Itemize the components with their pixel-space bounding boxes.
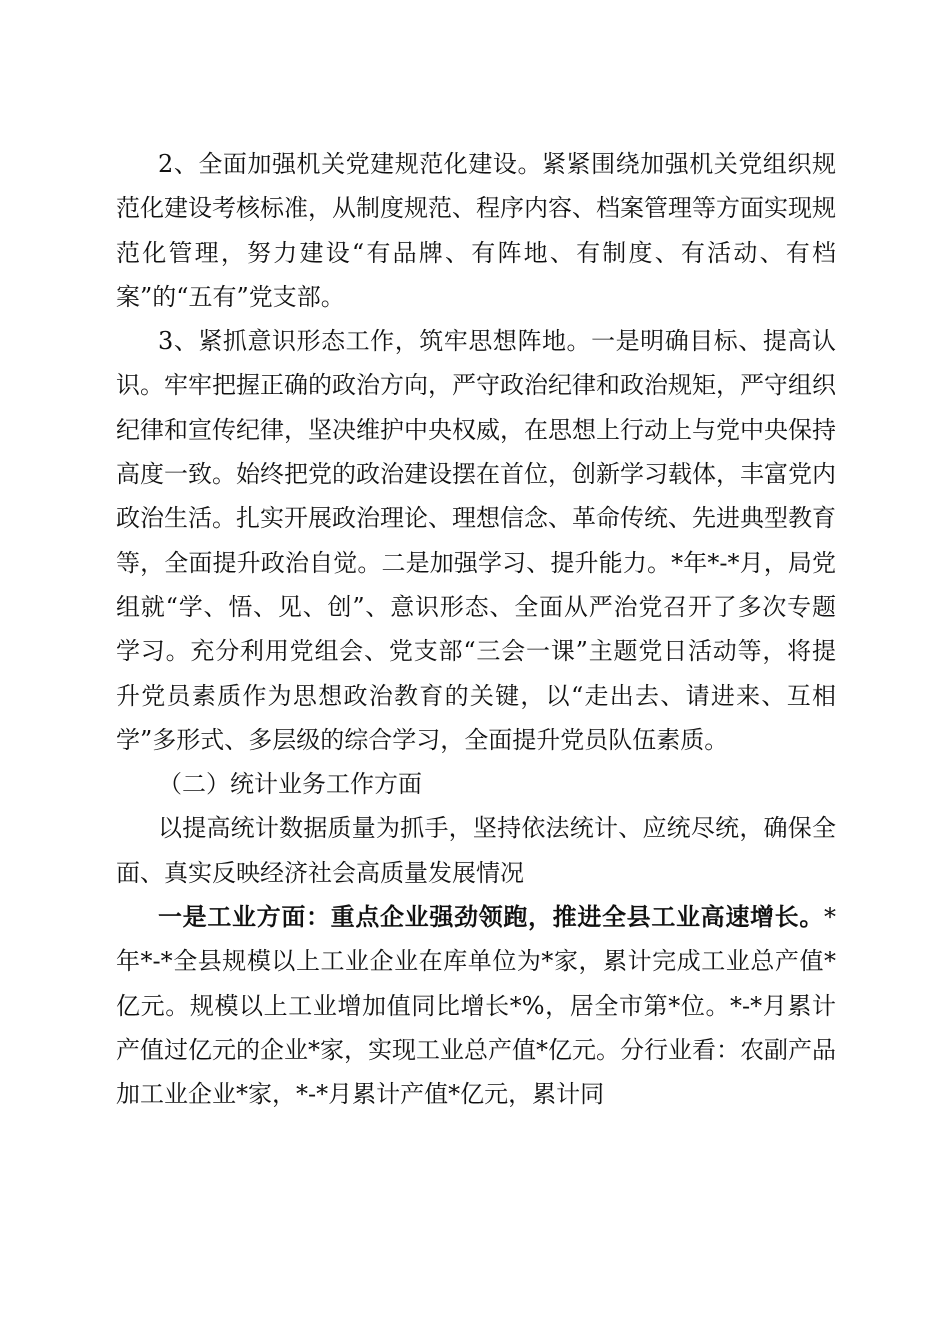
paragraph-industry-text: *年*-*全县规模以上工业企业在库单位为*家，累计完成工业总产值*亿元。规模以上工业增加值同比增长*%，居全市第*位。*-*月累计产值过亿元的企业*家，实现工业总产值*亿元。分行业看：农副产品加工业企业*家，*-*月累计产值*亿元，累计同 [116,903,836,1109]
document-body [116,142,836,1117]
paragraph-ideology-work: 3、紧抓意识形态工作，筑牢思想阵地。一是明确目标、提高认识。牢牢把握正确的政治方向，严守政治纪律和政治规矩，严守组织纪律和宣传纪律，坚决维护中央权威，在思想上行动上与党中央保持高度一致。始终把党的政治建设摆在首位，创新学习载体，丰富党内政治生活。扎实开展政治理论、理想信念、革命传统、先进典型教育等，全面提升政治自觉。二是加强学习、提升能力。*年*-*月，局党组就“学、悟、见、创”、意识形态、全面从严治党召开了多次专题学习。充分利用党组会、党支部“三会一课”主题党日活动等，将提升党员素质作为思想政治教育的关键，以“走出去、请进来、互相学”多形式、多层级的综合学习，全面提升党员队伍素质。 [116,327,836,754]
section-heading-statistics: （二）统计业务工作方面 [158,770,422,799]
paragraph-statistics-intro: 以提高统计数据质量为抓手，坚持依法统计、应统尽统，确保全面、真实反映经济社会高质量发展情况 [116,814,836,887]
paragraph-party-building: 2、全面加强机关党建规范化建设。紧紧围绕加强机关党组织规范化建设考核标准，从制度规范、程序内容、档案管理等方面实现规范化管理，努力建设“有品牌、有阵地、有制度、有活动、有档案”的“五有”党支部。 [116,150,836,311]
paragraph-industry-lead: 一是工业方面：重点企业强劲领跑，推进全县工业高速增长。 [158,902,824,932]
paragraph-industry [116,895,836,1116]
